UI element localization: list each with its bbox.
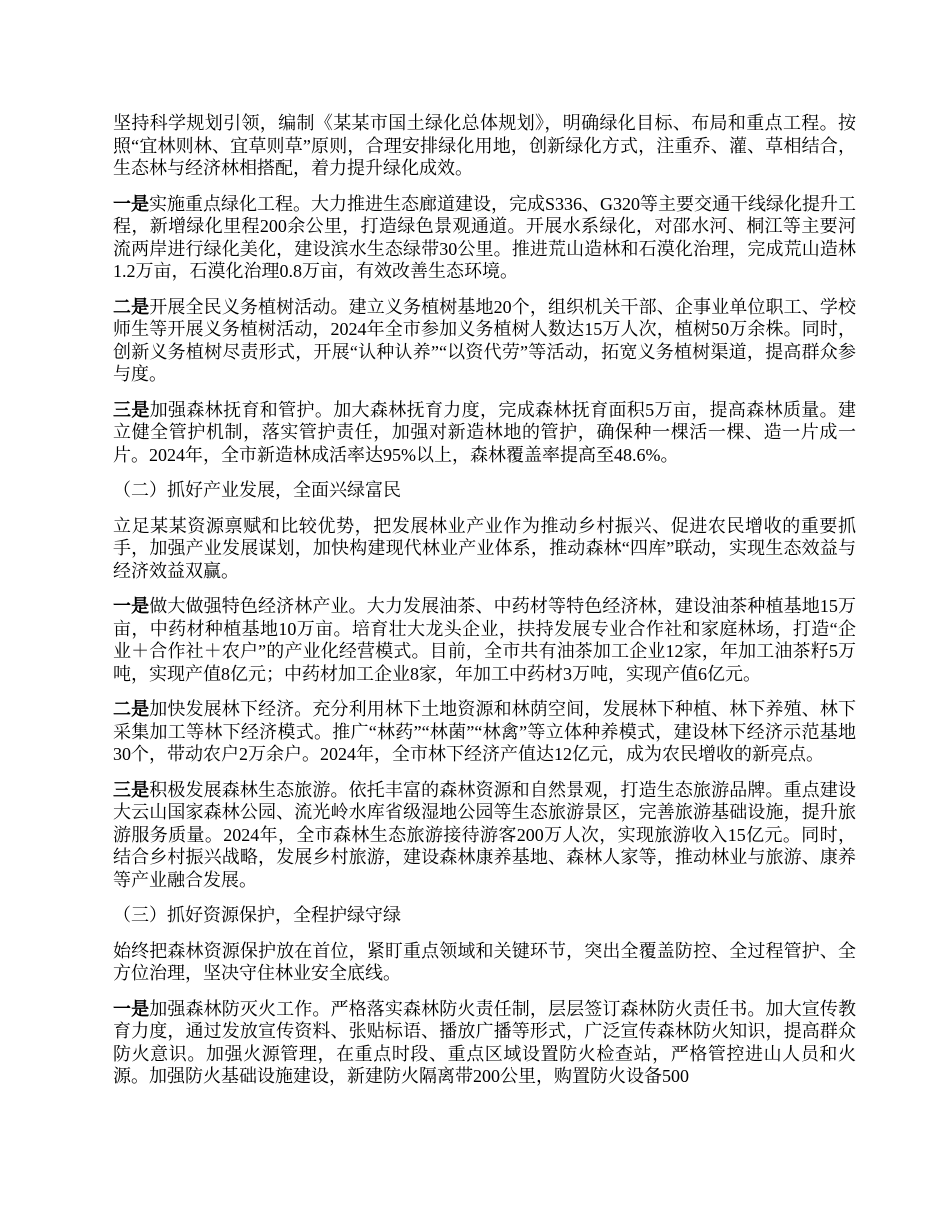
section-heading-text: （三）抓好资源保护，全程护绿守绿 [113, 905, 401, 925]
paragraph [113, 940, 856, 985]
paragraph [113, 595, 856, 685]
paragraph-lead: 二是 [113, 699, 150, 719]
paragraph-lead: 二是 [113, 296, 150, 317]
paragraph-text: 加强森林防灭火工作。严格落实森林防火责任制，层层签订森林防火责任书。加大宣传教育力度，通过发放宣传资料、张贴标语、播放广播等形式，广泛宣传森林防火知识，提高群众防火意识。加强火源管理，在重点时段、重点区域设置防火检查站，严格管控进山人员和火源。加强防火基础设施建设，新建防火隔离带200公里，购置防火设备500 [113, 998, 856, 1086]
paragraph-lead: 一是 [113, 193, 149, 214]
paragraph-text: 做大做强特色经济林产业。大力发展油茶、中药材等特色经济林，建设油茶种植基地15万亩，中药材种植基地10万亩。培育壮大龙头企业，扶持发展专业合作社和家庭林场，打造“企业＋合作社＋农户”的产业化经营模式。目前，全市共有油茶加工企业12家，年加工油茶籽5万吨，实现产值8亿元；中药材加工企业8家，年加工中药材3万吨，实现产值6亿元。 [113, 596, 856, 684]
paragraph [113, 779, 856, 892]
paragraph [113, 998, 856, 1088]
paragraph [113, 698, 856, 766]
paragraph-lead: 三是 [113, 399, 150, 420]
paragraph-text: 实施重点绿化工程。大力推进生态廊道建设，完成S336、G320等主要交通干线绿化提升工程，新增绿化里程200余公里，打造绿色景观通道。开展水系绿化，对邵水河、桐江等主要河流两岸进行绿化美化，建设滨水生态绿带30公里。推进荒山造林和石漠化治理，完成荒山造林1.2万亩，石漠化治理0.8万亩，有效改善生态环境。 [113, 193, 857, 281]
paragraph [113, 296, 856, 386]
paragraph-text: 积极发展森林生态旅游。依托丰富的森林资源和自然景观，打造生态旅游品牌。重点建设大云山国家森林公园、流光岭水库省级湿地公园等生态旅游景区，完善旅游基础设施，提升旅游服务质量。2024年，全市森林生态旅游接待游客200万人次，实现旅游收入15亿元。同时，结合乡村振兴战略，发展乡村旅游，建设森林康养基地、森林人家等，推动林业与旅游、康养等产业融合发展。 [113, 779, 856, 890]
paragraph [113, 112, 856, 180]
paragraph-text: 开展全民义务植树活动。建立义务植树基地20个，组织机关干部、企事业单位职工、学校师生等开展义务植树活动，2024年全市参加义务植树人数达15万人次，植树50万余株。同时，创新义务植树尽责形式，开展“认种认养”“以资代劳”等活动，拓宽义务植树渠道，提高群众参与度。 [113, 296, 856, 384]
paragraph-text: 立足某某资源禀赋和比较优势，把发展林业产业作为推动乡村振兴、促进农民增收的重要抓手，加强产业发展谋划，加快构建现代林业产业体系，推动森林“四库”联动，实现生态效益与经济效益双赢。 [113, 515, 856, 581]
paragraph [113, 193, 856, 283]
paragraph-text: 坚持科学规划引领，编制《某某市国土绿化总体规划》，明确绿化目标、布局和重点工程。按照“宜林则林、宜草则草”原则，合理安排绿化用地，创新绿化方式，注重乔、灌、草相结合，生态林与经济林相搭配，着力提升绿化成效。 [113, 113, 856, 178]
paragraph-text: 始终把森林资源保护放在首位，紧盯重点领域和关键环节，突出全覆盖防控、全过程管护、全方位治理，坚决守住林业安全底线。 [113, 940, 856, 983]
paragraph-text: 加强森林抚育和管护。加大森林抚育力度，完成森林抚育面积5万亩，提高森林质量。建立健全管护机制，落实管护责任，加强对新造林地的管护，确保种一棵活一棵、造一片成一片。2024年，全市新造林成活率达95%以上，森林覆盖率提高至48.6%。 [113, 399, 856, 465]
section-heading [113, 904, 856, 927]
section-heading [113, 479, 856, 502]
paragraph-lead: 一是 [113, 998, 150, 1019]
paragraph-text: 加快发展林下经济。充分利用林下土地资源和林荫空间，发展林下种植、林下养殖、林下采集加工等林下经济模式。推广“林药”“林菌”“林禽”等立体种养模式，建设林下经济示范基地30个，带动农户2万余户。2024年，全市林下经济产值达12亿元，成为农民增收的新亮点。 [113, 699, 856, 764]
section-heading-text: （二）抓好产业发展，全面兴绿富民 [113, 480, 401, 500]
paragraph-lead: 一是 [113, 596, 150, 616]
paragraph [113, 515, 856, 583]
paragraph-lead: 三是 [113, 779, 150, 800]
paragraph [113, 399, 856, 467]
